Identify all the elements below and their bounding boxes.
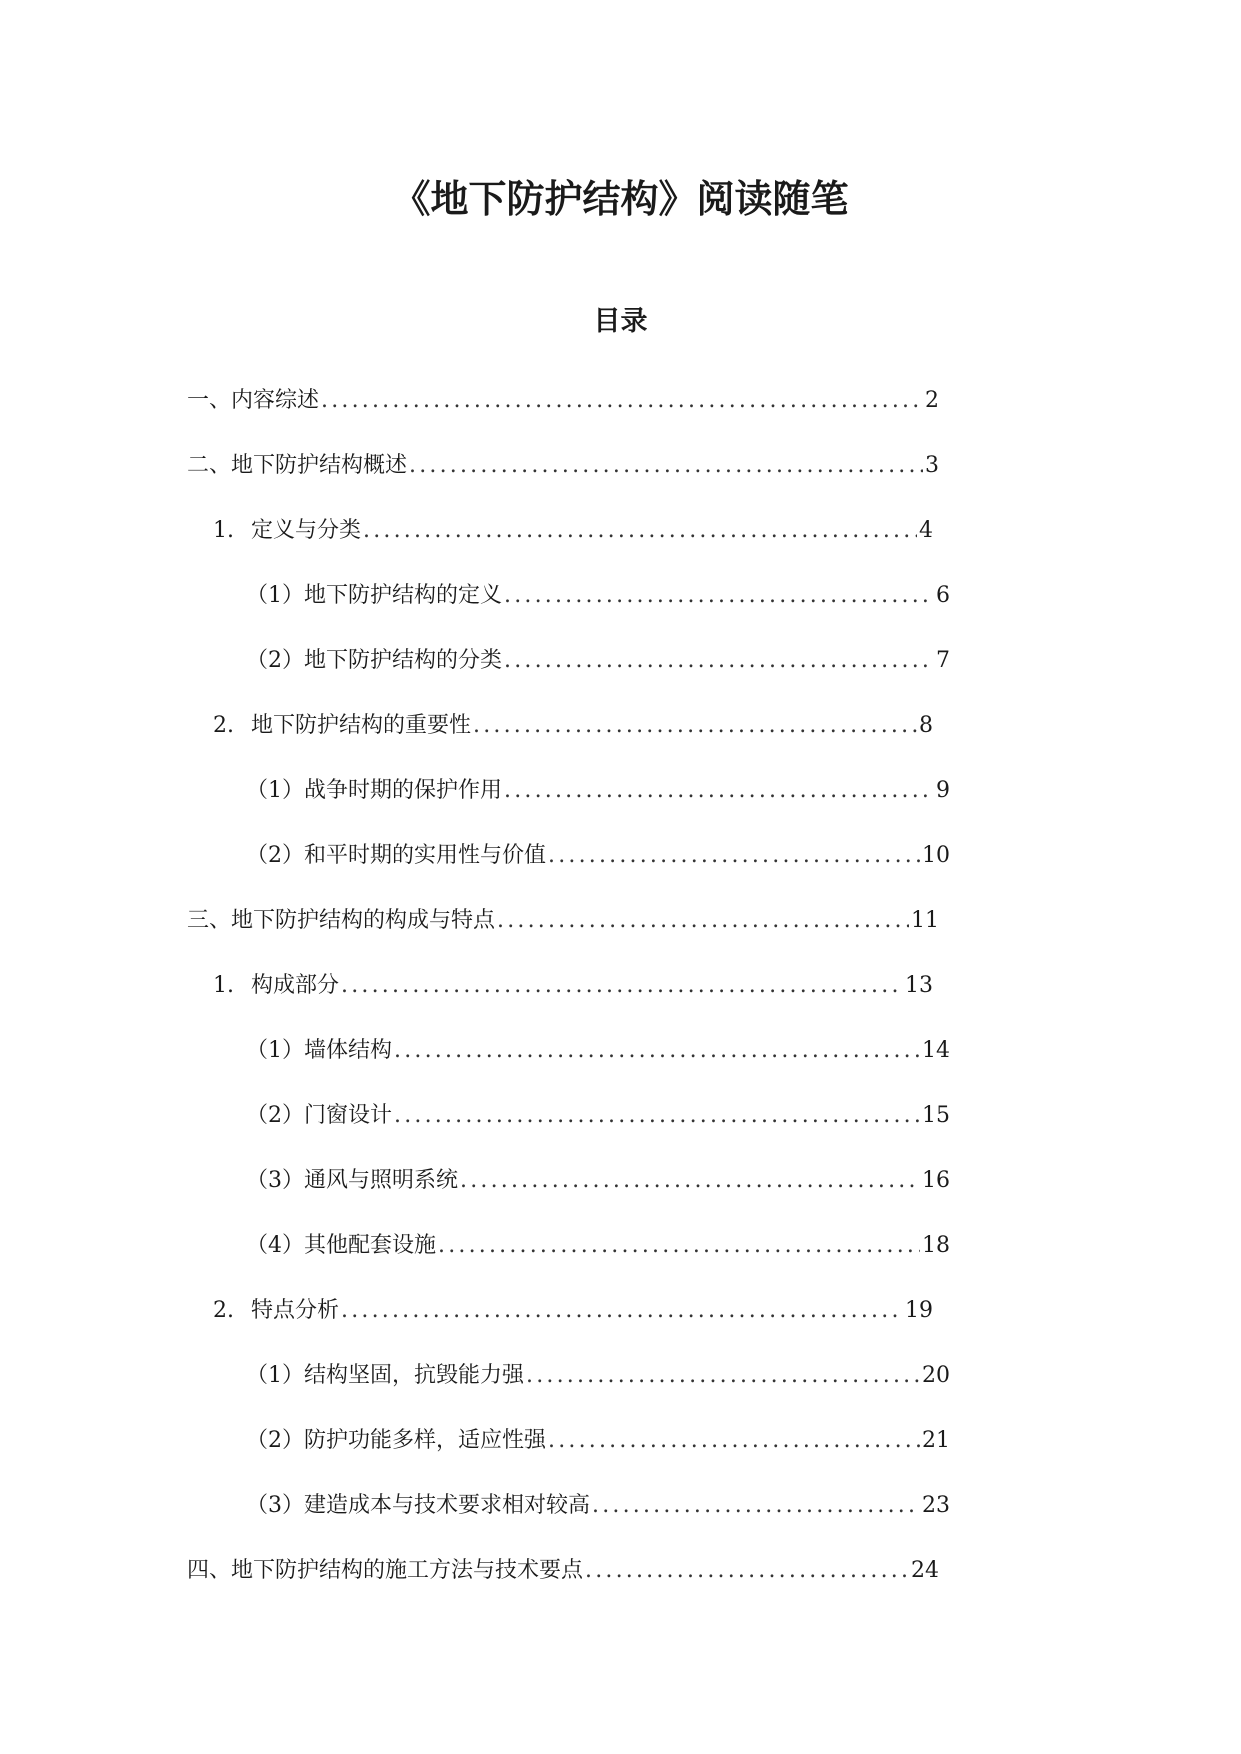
toc-entry-label [246, 840, 546, 872]
toc-entry-label [246, 775, 502, 807]
toc-entry[interactable] [0, 1360, 950, 1425]
toc-page-number: 9 [936, 778, 950, 803]
toc-entry[interactable] [0, 385, 939, 450]
toc-entry-label [246, 1230, 436, 1262]
toc-page-number: 6 [936, 583, 950, 608]
toc-entry[interactable] [0, 1165, 950, 1230]
toc-dot-leader [409, 450, 923, 482]
toc-entry-text: （2）防护功能多样，适应性强 [246, 1428, 546, 1453]
toc-entry-label [213, 515, 361, 547]
toc-entry[interactable] [0, 710, 933, 775]
toc-entry-text: （4）其他配套设施 [246, 1233, 436, 1258]
toc-entry-label [246, 1490, 590, 1522]
toc-dot-leader [394, 1100, 920, 1132]
toc-entry-text: 三、地下防护结构的构成与特点 [187, 908, 496, 933]
toc-dot-leader [341, 1295, 903, 1327]
table-of-contents [0, 385, 1241, 1620]
toc-entry[interactable] [0, 1230, 950, 1295]
toc-entry-text: 地下防护结构的重要性 [251, 713, 472, 738]
toc-entry-label [246, 580, 502, 612]
toc-page-number: 24 [911, 1558, 939, 1583]
toc-entry-label [213, 1295, 339, 1327]
toc-entry[interactable] [0, 1100, 950, 1165]
toc-entry-text: （1）地下防护结构的定义 [246, 583, 502, 608]
toc-entry-text: （3）通风与照明系统 [246, 1168, 458, 1193]
toc-entry-text: 定义与分类 [251, 518, 362, 543]
toc-page-number: 21 [922, 1428, 950, 1453]
toc-dot-leader [592, 1490, 920, 1522]
toc-entry[interactable] [0, 580, 950, 645]
toc-page-number: 20 [922, 1363, 950, 1388]
toc-dot-leader [526, 1360, 920, 1392]
toc-entry[interactable] [0, 1555, 939, 1620]
toc-page-number: 15 [922, 1103, 950, 1128]
toc-entry-number: 1. [213, 518, 234, 543]
toc-entry-label [246, 645, 502, 677]
toc-page-number: 19 [905, 1298, 933, 1323]
toc-dot-leader [548, 840, 920, 872]
toc-entry-text: （2）和平时期的实用性与价值 [246, 843, 546, 868]
toc-entry[interactable] [0, 1295, 933, 1360]
toc-entry-label [213, 970, 339, 1002]
document-title: 《地下防护结构》阅读随笔 [392, 177, 849, 222]
toc-entry-text: （3）建造成本与技术要求相对较高 [246, 1493, 590, 1518]
toc-page-number: 18 [922, 1233, 950, 1258]
toc-entry[interactable] [0, 1425, 950, 1490]
toc-page-number: 14 [922, 1038, 950, 1063]
toc-dot-leader [321, 385, 923, 417]
toc-page-number: 13 [905, 973, 933, 998]
toc-entry-number: 1. [213, 973, 234, 998]
toc-entry-label [187, 385, 319, 417]
toc-entry-label [246, 1100, 392, 1132]
toc-dot-leader [504, 580, 934, 612]
toc-entry[interactable] [0, 450, 939, 515]
toc-entry-label [246, 1425, 546, 1457]
toc-dot-leader [394, 1035, 920, 1067]
toc-page-number: 11 [911, 908, 939, 933]
toc-entry-text: （1）墙体结构 [246, 1038, 392, 1063]
toc-entry-text: （1）结构坚固，抗毁能力强 [246, 1363, 524, 1388]
toc-dot-leader [341, 970, 903, 1002]
toc-dot-leader [460, 1165, 920, 1197]
toc-entry-label [187, 450, 407, 482]
toc-dot-leader [548, 1425, 920, 1457]
toc-entry-text: 构成部分 [251, 973, 340, 998]
toc-dot-leader [363, 515, 917, 547]
toc-page-number: 10 [922, 843, 950, 868]
toc-page-number: 4 [919, 518, 933, 543]
toc-heading: 目录 [593, 306, 648, 338]
toc-entry-label [187, 1555, 583, 1587]
toc-entry-label [246, 1360, 524, 1392]
toc-entry-number: 2. [213, 713, 234, 738]
toc-entry-label [187, 905, 495, 937]
toc-entry[interactable] [0, 645, 950, 710]
toc-entry-label [246, 1035, 392, 1067]
toc-page-number: 3 [925, 453, 939, 478]
toc-entry[interactable] [0, 775, 950, 840]
toc-entry-number: 2. [213, 1298, 234, 1323]
toc-page-number: 7 [936, 648, 950, 673]
toc-dot-leader [504, 775, 934, 807]
toc-entry[interactable] [0, 970, 933, 1035]
toc-entry-text: （2）门窗设计 [246, 1103, 392, 1128]
toc-entry[interactable] [0, 840, 950, 905]
toc-page-number: 16 [922, 1168, 950, 1193]
toc-dot-leader [497, 905, 909, 937]
toc-dot-leader [504, 645, 934, 677]
toc-entry-text: 四、地下防护结构的施工方法与技术要点 [187, 1558, 584, 1583]
toc-entry[interactable] [0, 1490, 950, 1555]
toc-dot-leader [438, 1230, 920, 1262]
toc-entry-text: 特点分析 [251, 1298, 340, 1323]
toc-entry-text: 二、地下防护结构概述 [187, 453, 408, 478]
toc-entry-text: 一、内容综述 [187, 388, 320, 413]
toc-page-number: 23 [922, 1493, 950, 1518]
toc-entry[interactable] [0, 905, 939, 970]
toc-page-number: 8 [919, 713, 933, 738]
toc-entry[interactable] [0, 1035, 950, 1100]
toc-entry-label [246, 1165, 458, 1197]
toc-page-number: 2 [925, 388, 939, 413]
toc-entry-text: （2）地下防护结构的分类 [246, 648, 502, 673]
toc-entry[interactable] [0, 515, 933, 580]
toc-entry-label [213, 710, 471, 742]
toc-entry-text: （1）战争时期的保护作用 [246, 778, 502, 803]
toc-dot-leader [473, 710, 917, 742]
toc-dot-leader [585, 1555, 909, 1587]
